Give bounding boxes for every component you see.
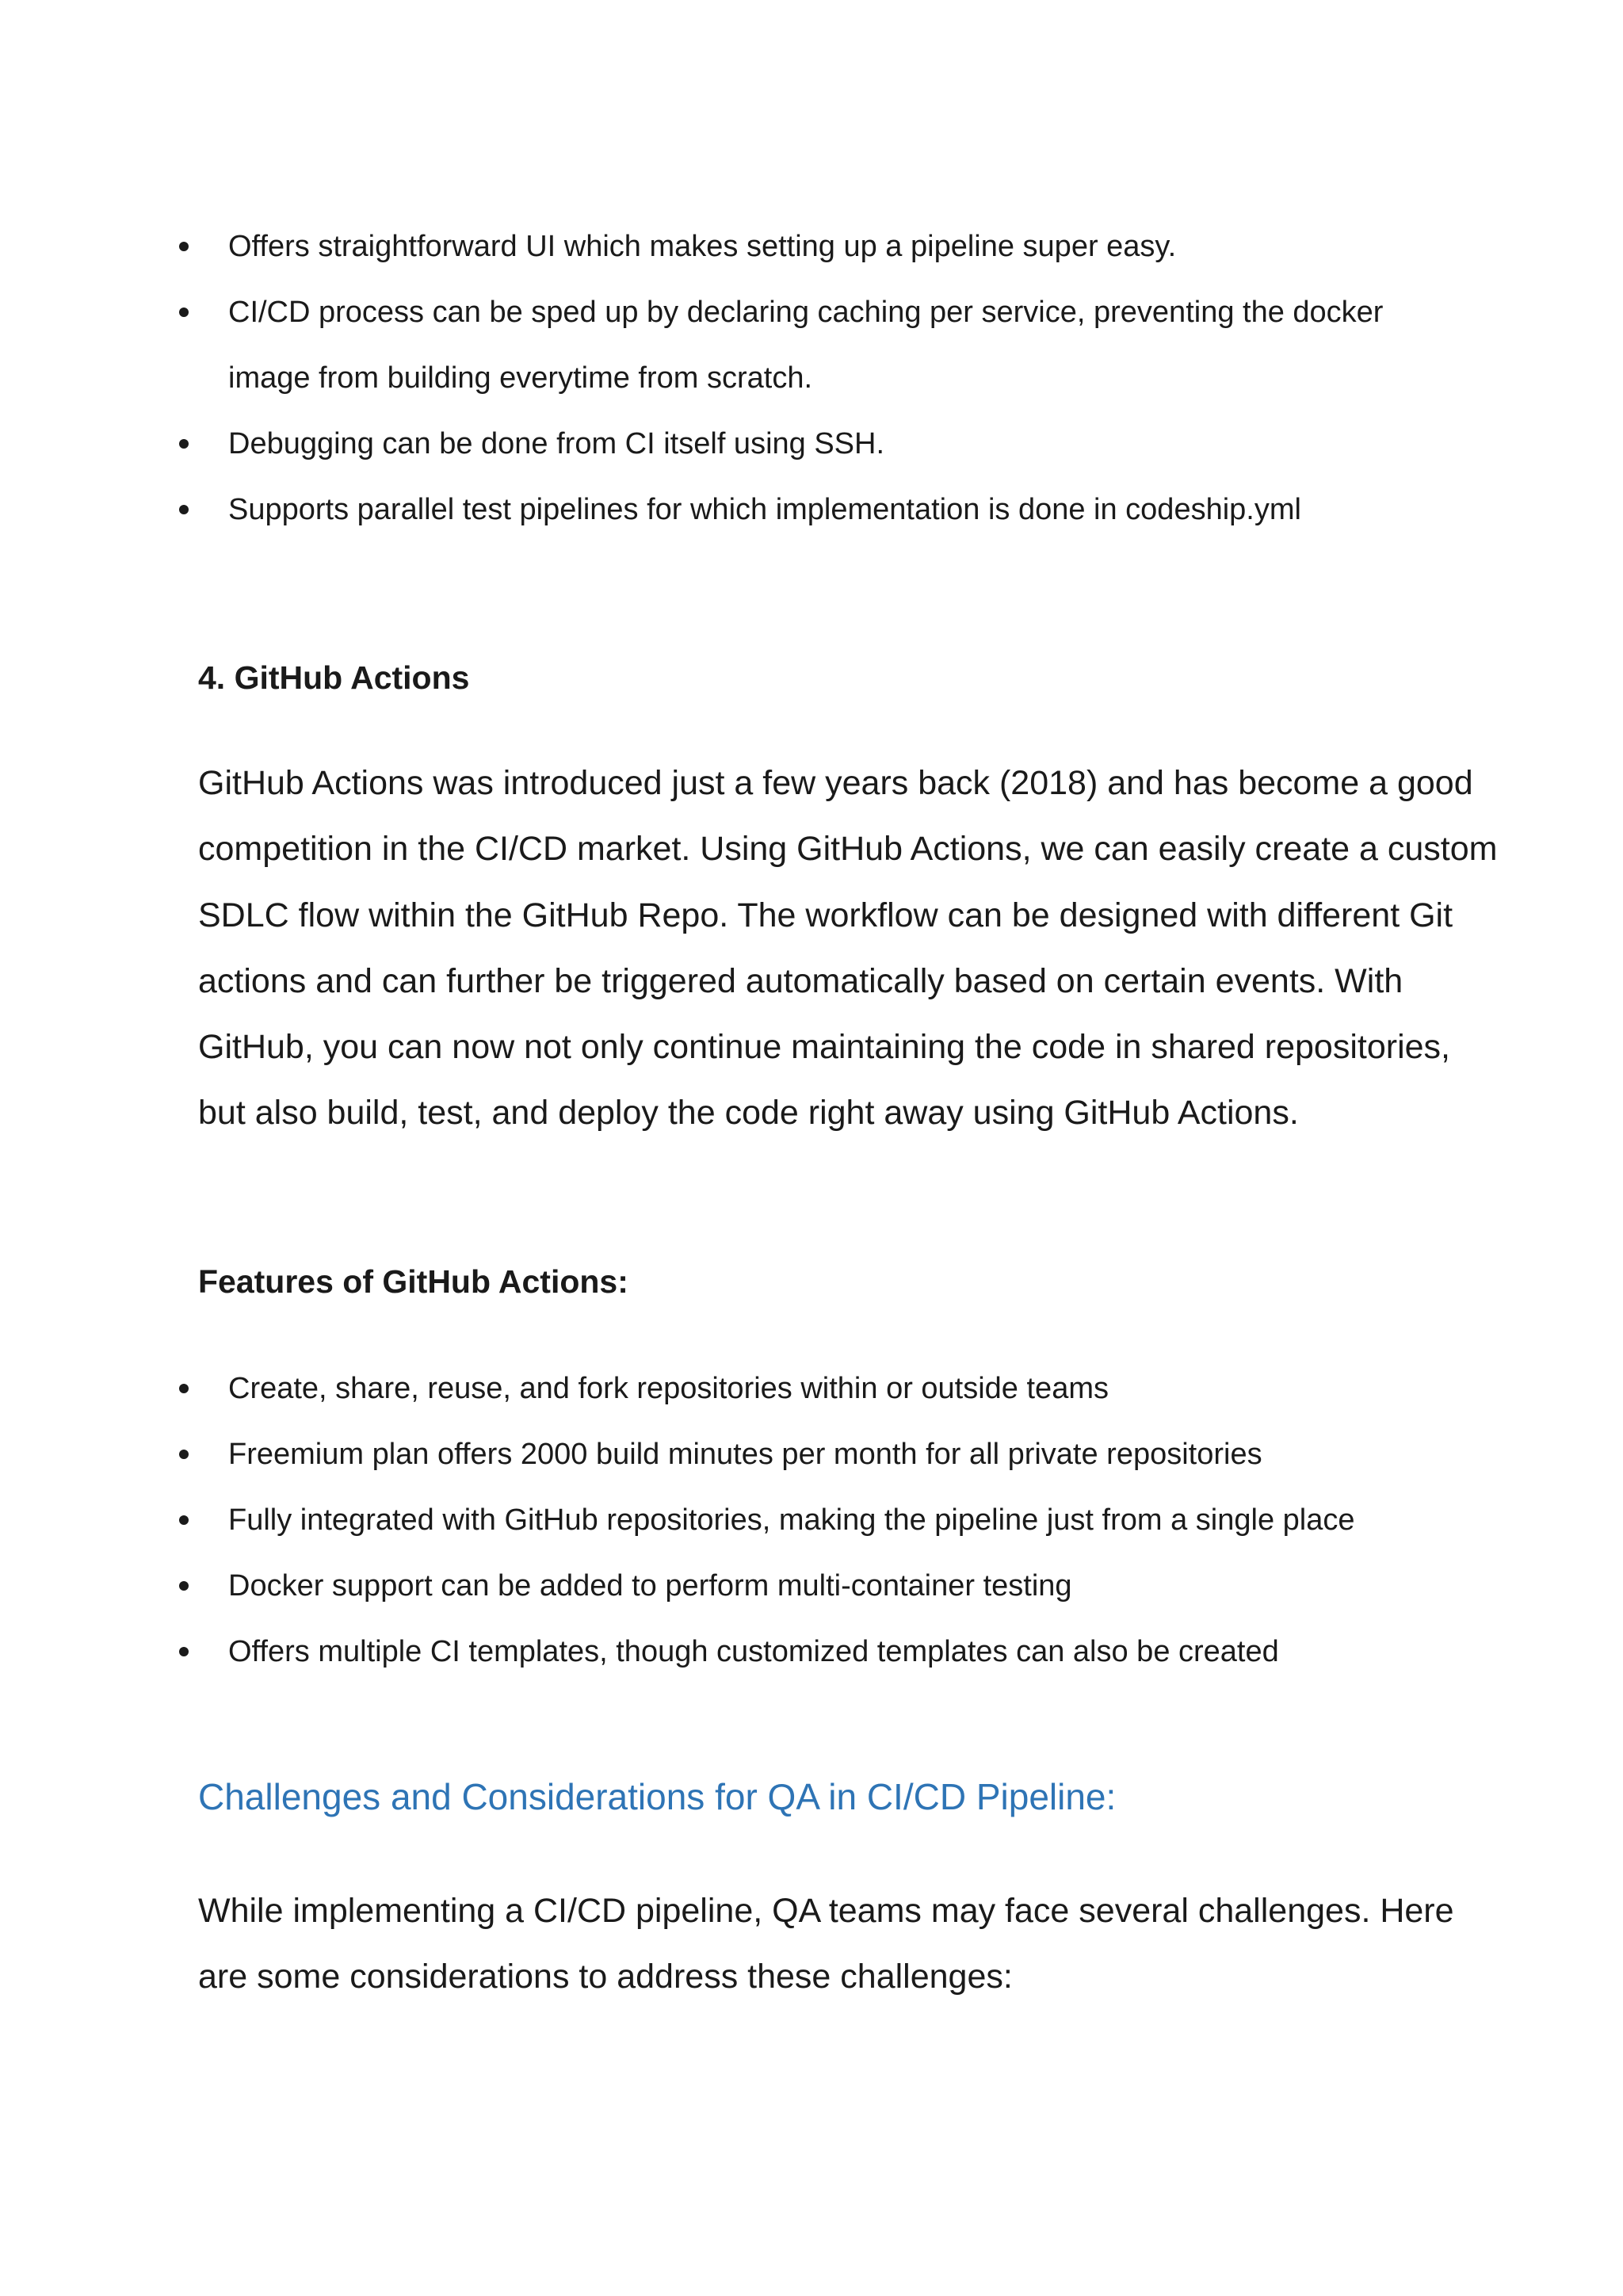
list-item: Debugging can be done from CI itself using SSH. — [0, 411, 1623, 477]
challenges-heading: Challenges and Considerations for QA in CI/CD Pipeline: — [198, 1776, 1117, 1817]
challenges-paragraph: While implementing a CI/CD pipeline, QA teams may face several challenges. Here are some considerations to address these challenges: — [198, 1892, 1454, 1996]
section-paragraph: GitHub Actions was introduced just a few years back (2018) and has become a good competition in the CI/CD market. Using GitHub Actions, we can easily create a custom SDLC flow within the GitHub Repo. The workflow can be designed with different Git actions and can further be triggered automatically based on certain events. With GitHub, you can now not only continue maintaining the code in shared repositories, but also build, test, and deploy the code right away using GitHub Actions. — [198, 764, 1498, 1133]
features-heading: Features of GitHub Actions: — [198, 1263, 628, 1300]
list-item: Offers straightforward UI which makes setting up a pipeline super easy. — [0, 214, 1623, 280]
list-item: Fully integrated with GitHub repositories, making the pipeline just from a single place — [0, 1488, 1623, 1553]
codeship-features-list — [0, 214, 1623, 543]
list-item: Docker support can be added to perform multi-container testing — [0, 1553, 1623, 1619]
list-item: Offers multiple CI templates, though customized templates can also be created — [0, 1619, 1623, 1685]
list-item: CI/CD process can be sped up by declaring caching per service, preventing the docker image from building everytime from scratch. — [0, 280, 1623, 411]
github-actions-features-list — [0, 1356, 1623, 1685]
section-heading: 4. GitHub Actions — [198, 659, 470, 696]
list-item: Freemium plan offers 2000 build minutes per month for all private repositories — [0, 1422, 1623, 1488]
list-item: Supports parallel test pipelines for which implementation is done in codeship.yml — [0, 477, 1623, 543]
list-item: Create, share, reuse, and fork repositories within or outside teams — [0, 1356, 1623, 1422]
